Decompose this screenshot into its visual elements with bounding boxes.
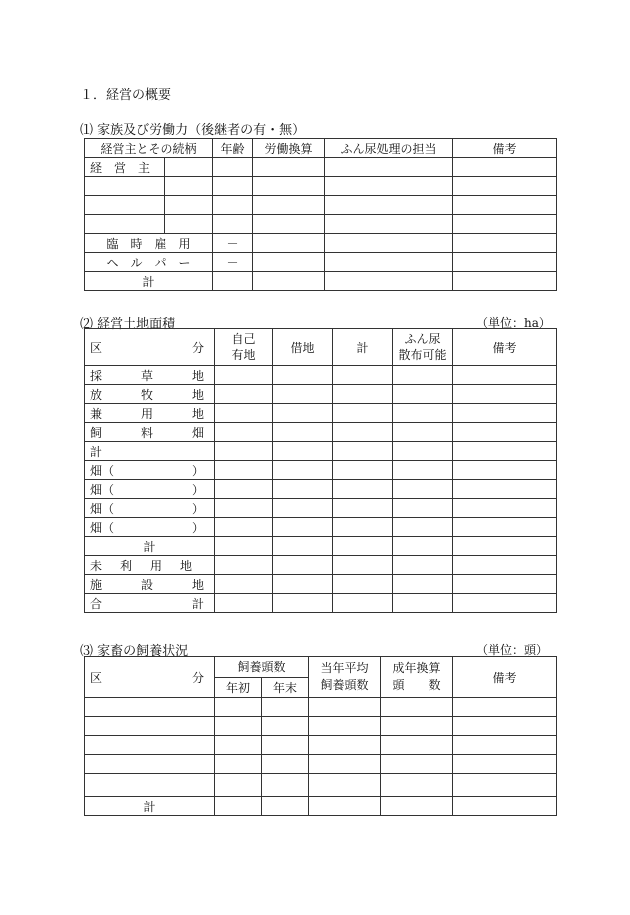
table-row bbox=[85, 736, 557, 755]
table-row bbox=[85, 755, 557, 774]
family-labor-table bbox=[84, 138, 557, 291]
row-label: 経 営 主 bbox=[85, 158, 165, 177]
livestock-table bbox=[84, 656, 557, 816]
header-cell: 計 bbox=[333, 329, 393, 366]
land-unit-label: （単位：ha） bbox=[476, 316, 551, 330]
row-label: ヘ ル パ ー bbox=[85, 253, 213, 272]
table-row: 採 草 地 bbox=[85, 366, 557, 385]
table-row bbox=[85, 177, 557, 196]
header-cell: 年齢 bbox=[213, 139, 253, 158]
livestock-heading: ⑶ 家畜の飼養状況 bbox=[80, 644, 189, 659]
livestock-unit-label: （単位：頭） bbox=[476, 643, 549, 657]
table-row bbox=[85, 774, 557, 797]
header-cell: 労働換算 bbox=[253, 139, 325, 158]
table-row: 合 計 bbox=[85, 594, 557, 613]
table-row bbox=[85, 797, 557, 816]
row-label: 計 bbox=[85, 537, 215, 556]
table-row: 畑（ ） bbox=[85, 480, 557, 499]
table-row: 未 利 用 地 bbox=[85, 556, 557, 575]
land-area-table bbox=[84, 328, 557, 613]
header-cell: 備考 bbox=[453, 139, 557, 158]
dash-cell: － bbox=[213, 253, 253, 272]
table-row: 畑（ ） bbox=[85, 518, 557, 537]
header-cell: ふん尿 散布可能 bbox=[393, 329, 453, 366]
table-row bbox=[85, 698, 557, 717]
header-cell: 備考 bbox=[453, 657, 557, 698]
header-cell: 成年換算 頭 数 bbox=[381, 657, 453, 698]
header-cell: 自己 有地 bbox=[215, 329, 273, 366]
row-label: 臨 時 雇 用 bbox=[85, 234, 213, 253]
header-cell: 経営主とその続柄 bbox=[85, 139, 213, 158]
header-cell: ふん尿処理の担当 bbox=[325, 139, 453, 158]
header-cell: 年初 bbox=[215, 677, 262, 698]
table-row bbox=[85, 158, 557, 177]
table-row bbox=[85, 253, 557, 272]
header-cell: 飼養頭数 bbox=[215, 657, 309, 678]
table-row bbox=[85, 215, 557, 234]
table-row bbox=[85, 272, 557, 291]
header-cell: 当年平均 飼養頭数 bbox=[309, 657, 381, 698]
header-cell: 借地 bbox=[273, 329, 333, 366]
table-row: 兼 用 地 bbox=[85, 404, 557, 423]
table-row: 飼 料 畑 bbox=[85, 423, 557, 442]
table-header-row: 区 分 飼養頭数 当年平均 飼養頭数 成年換算 頭 数 備考 bbox=[85, 657, 557, 678]
table-row bbox=[85, 234, 557, 253]
table-row bbox=[85, 717, 557, 736]
header-cell: 年末 bbox=[262, 677, 309, 698]
row-label: 計 bbox=[85, 797, 215, 816]
table-row bbox=[85, 537, 557, 556]
header-cell: 備考 bbox=[453, 329, 557, 366]
row-label: 計 bbox=[85, 442, 215, 461]
table-header-row bbox=[85, 139, 557, 158]
table-row bbox=[85, 442, 557, 461]
table-row bbox=[85, 196, 557, 215]
table-row: 畑（ ） bbox=[85, 461, 557, 480]
family-labor-heading: ⑴ 家族及び労働力（後継者の有・無） bbox=[80, 123, 306, 138]
section-title: １．経営の概要 bbox=[80, 88, 172, 103]
land-area-heading: ⑵ 経営土地面積 bbox=[80, 317, 176, 332]
table-row: 畑（ ） bbox=[85, 499, 557, 518]
row-label: 計 bbox=[85, 272, 213, 291]
dash-cell: － bbox=[213, 234, 253, 253]
table-row: 放 牧 地 bbox=[85, 385, 557, 404]
table-header-row: 区 分 自己 有地 借地 計 ふん尿 散布可能 備考 bbox=[85, 329, 557, 366]
table-row: 施 設 地 bbox=[85, 575, 557, 594]
